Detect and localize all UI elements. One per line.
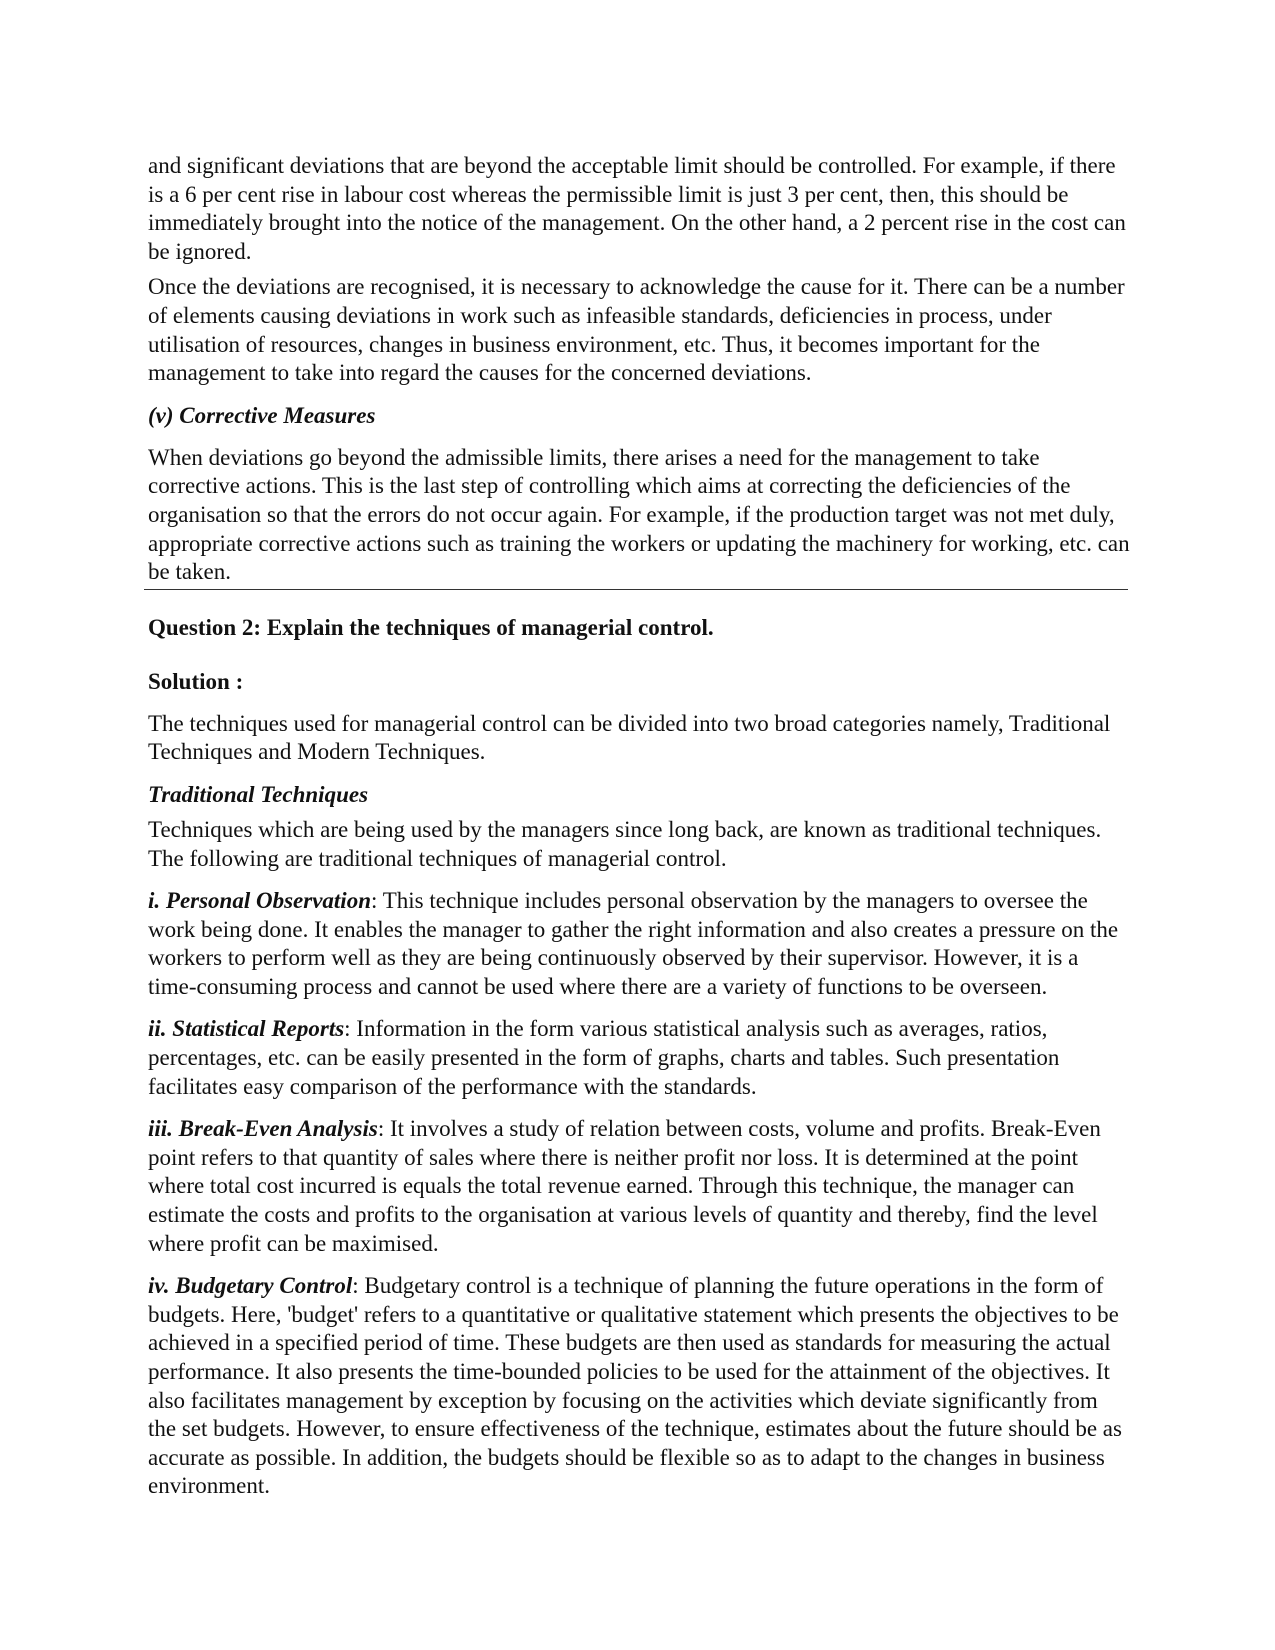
corrective-measures-text: When deviations go beyond the admissible limits, there arises a need for the management to take corrective actions. This is the last step of controlling which aims at correcting the deficiencies of the organisation so that the errors do not occur again. For example, if the production target was not met duly, appropriate corrective actions such as training the workers or updating the machinery for working, etc. can be taken.	[148, 444, 1130, 585]
section-divider	[144, 589, 1128, 590]
paragraph-deviation-limits: and significant deviations that are beyond the acceptable limit should be controlled. For example, if there is a 6 per cent rise in labour cost whereas the permissible limit is just 3 per cent, then, this should be immediately brought into the notice of the management. On the other hand, a 2 percent rise in the cost can be ignored.	[148, 153, 1126, 264]
paragraph-deviation-causes: Once the deviations are recognised, it is necessary to acknowledge the cause for it. There can be a number of elements causing deviations in work such as infeasible standards, deficiencies in process, under utilisation of resources, changes in business environment, etc. Thus, it becomes important for the management to take into regard the causes for the concerned deviations.	[148, 274, 1125, 386]
technique-term: ii. Statistical Reports	[148, 1016, 345, 1042]
technique-term: i. Personal Observation	[148, 888, 371, 914]
technique-budgetary-control	[148, 1272, 1130, 1501]
techniques-intro: The techniques used for managerial control can be divided into two broad categories namely, Traditional Techniques and Modern Techniques.	[148, 710, 1111, 765]
traditional-techniques-heading: Traditional Techniques	[148, 781, 369, 807]
technique-description: : It involves a study of relation between costs, volume and profits. Break-Even point refers to that quantity of sales where there is neither profit nor loss. It is determined at the point where total cost incurred is equals the total revenue earned. Through this technique, the manager can estimate the costs and profits to the organisation at various levels of quantity and thereby, find the level where profit can be maximised.	[148, 1116, 1101, 1256]
solution-label: Solution :	[148, 668, 244, 694]
technique-term: iii. Break-Even Analysis	[148, 1116, 378, 1142]
corrective-measures-heading: (v) Corrective Measures	[148, 402, 376, 428]
document-page	[148, 152, 1130, 1501]
technique-description: : This technique includes personal observation by the managers to oversee the work being done. It enables the manager to gather the right information and also creates a pressure on the workers to perform well as they are being continuously observed by their supervisor. However, it is a time-consuming process and cannot be used where there are a variety of functions to be overseen.	[148, 888, 1119, 999]
technique-break-even-analysis	[148, 1115, 1130, 1258]
technique-personal-observation	[148, 887, 1130, 1001]
technique-statistical-reports	[148, 1015, 1130, 1101]
traditional-techniques-intro: Techniques which are being used by the managers since long back, are known as traditional techniques. The following are traditional techniques of managerial control.	[148, 816, 1102, 871]
technique-description: : Budgetary control is a technique of planning the future operations in the form of budgets. Here, 'budget' refers to a quantitative or qualitative statement which presents the objectives to be achieved in a specified period of time. These budgets are then used as standards for measuring the actual performance. It also presents the time-bounded policies to be used for the attainment of the objectives. It also facilitates management by exception by focusing on the activities which deviate significantly from the set budgets. However, to ensure effectiveness of the technique, estimates about the future should be as accurate as possible. In addition, the budgets should be flexible so as to adapt to the changes in business environment.	[148, 1273, 1122, 1499]
technique-term: iv. Budgetary Control	[148, 1273, 353, 1299]
technique-description: : Information in the form various statistical analysis such as averages, ratios, percentages, etc. can be easily presented in the form of graphs, charts and tables. Such presentation facilitates easy comparison of the performance with the standards.	[148, 1016, 1060, 1099]
question-title: Question 2: Explain the techniques of managerial control.	[148, 614, 714, 640]
